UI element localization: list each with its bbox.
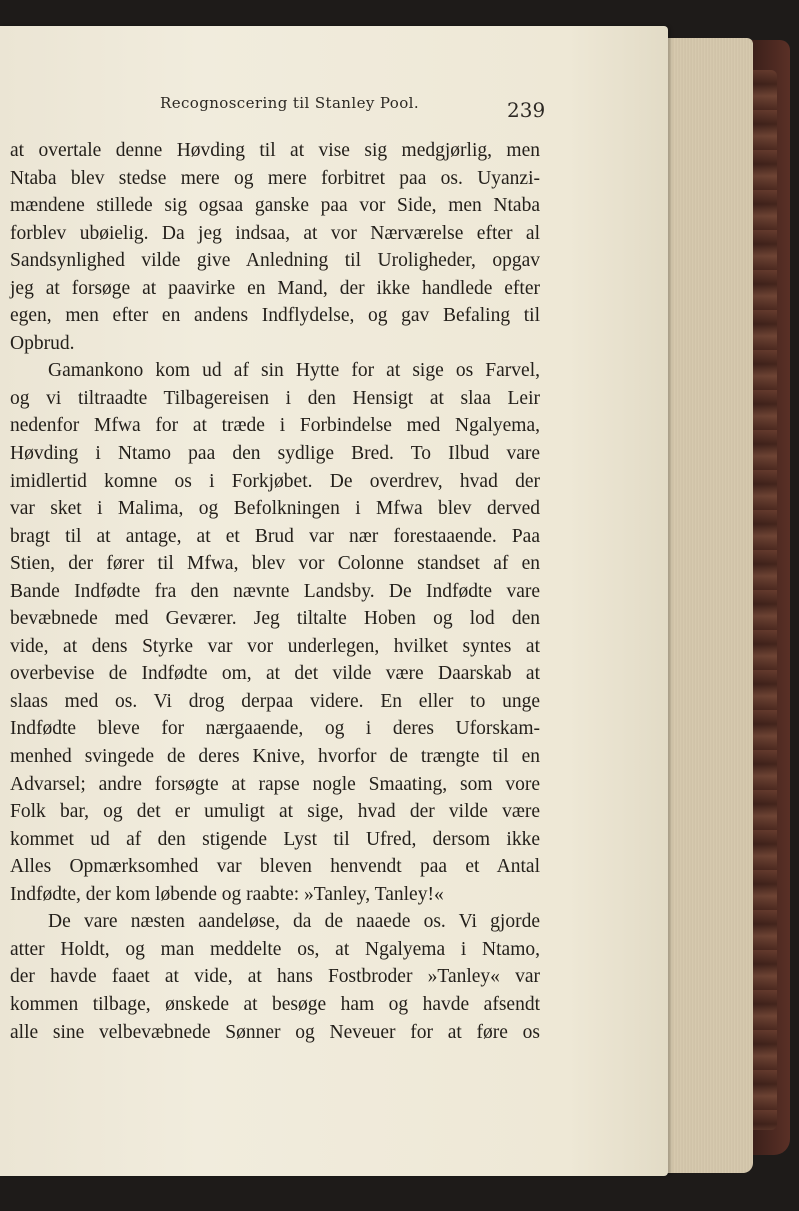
text-line: Ntaba blev stedse mere og mere forbitret paa os. Uyanzi- <box>10 167 540 189</box>
text-line: forblev ubøielig. Da jeg indsaa, at vor Nærværelse efter al <box>10 222 540 244</box>
text-line: alle sine velbevæbnede Sønner og Neveuer for at føre os <box>10 1021 540 1043</box>
text-line: Bande Indfødte fra den nævnte Landsby. De Indfødte vare <box>10 580 540 602</box>
text-line: at overtale denne Høvding til at vise sig medgjørlig, men <box>10 140 540 161</box>
running-header <box>0 92 560 122</box>
text-line: Advarsel; andre forsøgte at rapse nogle Smaating, som vore <box>10 773 540 795</box>
text-line: slaas med os. Vi drog derpaa videre. En eller to unge <box>10 690 540 712</box>
text-line: Sandsynlighed vilde give Anledning til Uroligheder, opgav <box>10 250 540 272</box>
text-line: bevæbnede med Geværer. Jeg tiltalte Hoben og lod den <box>10 608 540 630</box>
text-line: Indfødte bleve for nærgaaende, og i deres Uforskam- <box>10 718 540 740</box>
text-line: der havde faaet at vide, at hans Fostbroder »Tanley« var <box>10 966 540 988</box>
text-line: var sket i Malima, og Befolkningen i Mfwa blev derved <box>10 498 540 520</box>
running-title: Recognoscering til Stanley Pool. <box>160 94 419 112</box>
page-edges <box>655 38 753 1173</box>
page-number: 239 <box>507 98 546 122</box>
text-line: bragt til at antage, at et Brud var nær forestaaende. Paa <box>10 525 540 547</box>
text-line: vide, at dens Styrke var vor underlegen, hvilket syntes at <box>10 635 540 657</box>
text-line: kommet ud af den stigende Lyst til Ufred, dersom ikke <box>10 828 540 850</box>
text-line: Høvding i Ntamo paa den sydlige Bred. To Ilbud vare <box>10 443 540 465</box>
text-line: nedenfor Mfwa for at træde i Forbindelse med Ngalyema, <box>10 415 540 437</box>
text-line: Opbrud. <box>10 332 75 354</box>
text-body <box>10 137 540 1046</box>
text-line: atter Holdt, og man meddelte os, at Ngalyema i Ntamo, <box>10 938 540 960</box>
text-line: egen, men efter en andens Indflydelse, og gav Befaling til <box>10 305 540 327</box>
text-line: kommen tilbage, ønskede at besøge ham og havde afsendt <box>10 993 540 1015</box>
text-line: overbevise de Indfødte om, at det vilde være Daarskab at <box>10 663 540 685</box>
text-line: Folk bar, og det er umuligt at sige, hvad der vilde være <box>10 801 540 823</box>
text-line: Indfødte, der kom løbende og raabte: »Tanley, Tanley!« <box>10 883 444 905</box>
text-line: imidlertid komne os i Forkjøbet. De overdrev, hvad der <box>10 470 540 492</box>
text-line: og vi tiltraadte Tilbagereisen i den Hensigt at slaa Leir <box>10 387 540 409</box>
text-line: Alles Opmærksomhed var bleven henvendt paa et Antal <box>10 856 540 878</box>
text-line: mændene stillede sig ogsaa ganske paa vor Side, men Ntaba <box>10 195 540 217</box>
text-line: menhed svingede de deres Knive, hvorfor de trængte til en <box>10 746 540 768</box>
text-line: Gamankono kom ud af sin Hytte for at sige os Farvel, <box>48 360 540 382</box>
text-line: Stien, der fører til Mfwa, blev vor Colonne standset af en <box>10 553 540 575</box>
text-line: jeg at forsøge at paavirke en Mand, der ikke handlede efter <box>10 277 540 299</box>
text-line: De vare næsten aandeløse, da de naaede os. Vi gjorde <box>48 911 540 933</box>
